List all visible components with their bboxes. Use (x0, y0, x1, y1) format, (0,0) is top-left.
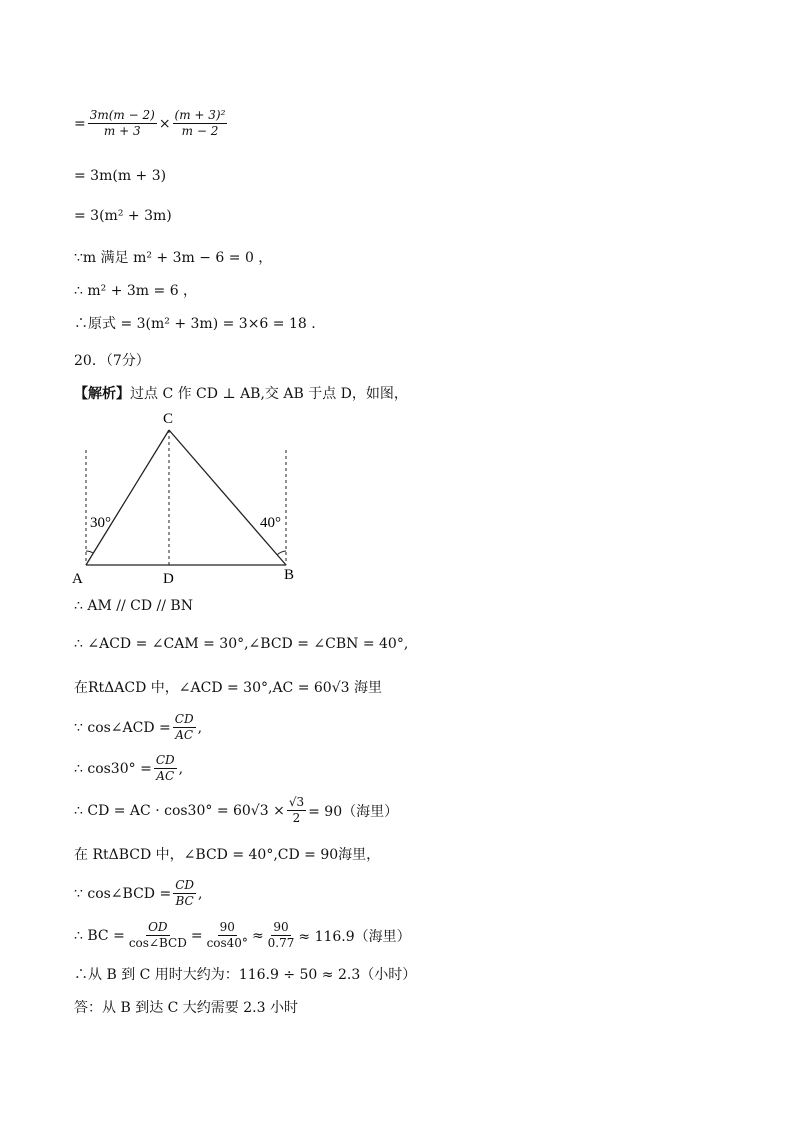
bc-value-line: ∴ BC = $\frac{OD}{\text{cos∠BCD}}$ = $\frac{90}{\cos 40^\circ}$ ≈ $\frac{90}{0.77}$ ≈ 116.9（海里） (74, 920, 411, 950)
fraction-2: $\frac{\text{(m + 3)²}}{m - 2}$ (174, 108, 226, 138)
result-line: ∴原式 = 3(m² + 3m) = 3×6 = 18 . (74, 316, 316, 332)
equation-line-3: = 3(m² + 3m) (74, 208, 172, 224)
equation-line-2: = 3m(m + 3) (74, 168, 167, 184)
time-line: ∴从 B 到 C 用时大约为：116.9 ÷ 50 ≈ 2.3（小时） (74, 967, 417, 983)
label-c: C (163, 411, 174, 427)
triangle-bcd-line: 在 RtΔBCD 中，∠BCD = 40°,CD = 90海里， (74, 847, 381, 863)
cos30-line: ∴ cos30° = $\frac{CD}{AC}$ , (74, 753, 184, 783)
derived-line: ∴ m² + 3m = 6 ， (74, 283, 198, 299)
label-b: B (284, 567, 295, 583)
answer-line: 答：从 B 到达 C 大约需要 2.3 小时 (74, 1000, 298, 1016)
parallel-line: ∴ AM // CD // BN (74, 598, 193, 614)
label-d: D (163, 571, 174, 587)
triangle-diagram (70, 405, 310, 590)
cos-bcd-line: ∵ cos∠BCD = $\frac{CD}{BC}$ , (74, 878, 203, 908)
condition-line: ∵m 满足 m² + 3m − 6 = 0 ， (74, 250, 273, 266)
cos-acd-line: ∵ cos∠ACD = $\frac{CD}{AC}$ , (74, 712, 203, 742)
side-cb (169, 430, 286, 565)
fraction-1: $\frac{3m(m - 2)}{m + 3}$ (89, 108, 155, 138)
angle-label-b: 40° (260, 515, 281, 531)
angle-arc-a (86, 551, 93, 553)
analysis-label: 【解析】 (74, 386, 130, 402)
analysis-intro: 【解析】 过点 C 作 CD ⊥ AB,交 AB 于点 D，如图， (74, 383, 408, 403)
angle-arc-b (277, 551, 286, 555)
question-number: 20．（7分） (74, 353, 150, 369)
angle-equality-line: ∴ ∠ACD = ∠CAM = 30°,∠BCD = ∠CBN = 40°, (74, 636, 409, 652)
angle-label-a: 30° (90, 515, 111, 531)
triangle-acd-line: 在RtΔACD 中，∠ACD = 30°,AC = 60√3 海里 (74, 680, 382, 696)
side-ac (86, 430, 169, 565)
label-a: A (72, 571, 83, 587)
equation-line-1: = $\frac{3m(m - 2)}{m + 3}$ × $\frac{\text{(m + 3)²}}{m - 2}$ (74, 108, 226, 138)
cd-value-line: ∴ CD = AC · cos30° = 60√3 × $\frac{√3}{2}$ = 90（海里） (74, 795, 399, 825)
